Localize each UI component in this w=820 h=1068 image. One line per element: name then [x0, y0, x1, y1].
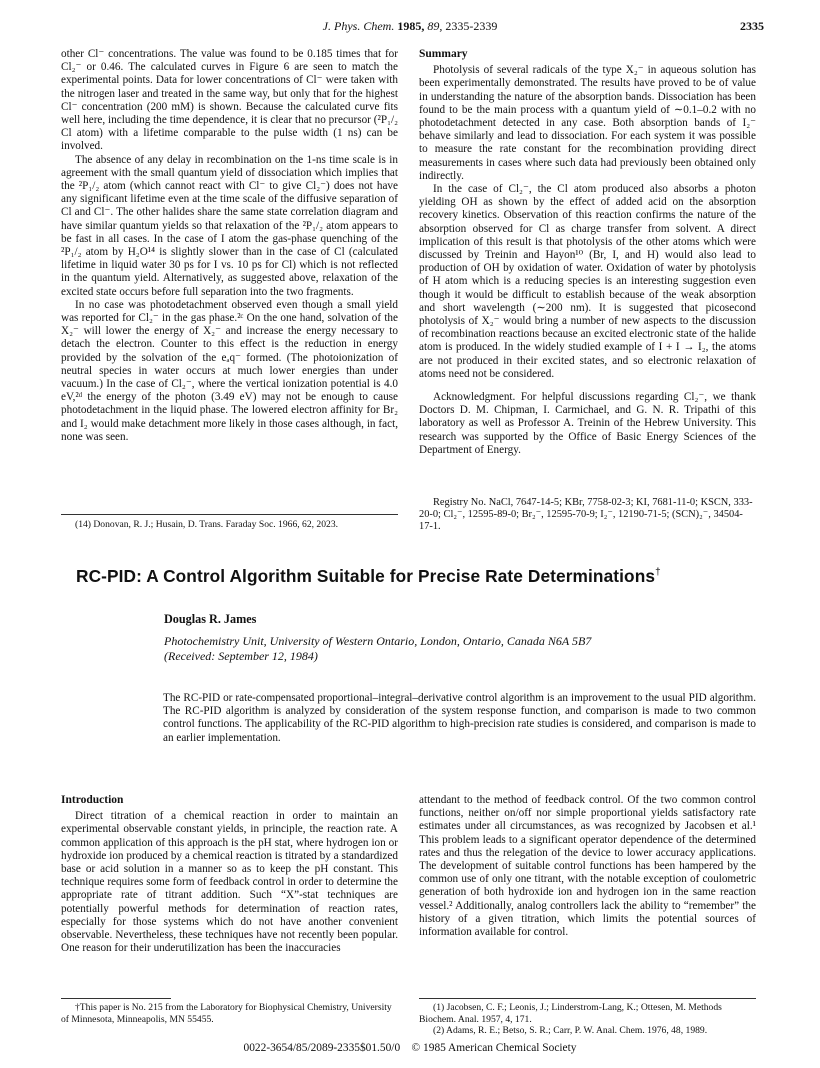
journal-pages: 2335-2339 [445, 19, 498, 33]
article-title-text: RC-PID: A Control Algorithm Suitable for Precise Rate Determinations [76, 566, 656, 586]
journal-year: 1985, [397, 19, 425, 33]
paragraph: attendant to the method of feedback control. Of the two common control functions, neither on/off nor simple proportional yields satisfactory rate estimates under all circumstances, as was recognized by Jacobsen et al.¹ This problem leads to a significant operator dependence of the determined rates and thus the relegation of the device to lower accuracy applications. The development of suitable control functions has been hampered by the common use of only one titrant, with the notable exception of coulometric generation of both hydroxide ion and hydrogen ion in the same reaction vessel.² Additionally, analog controllers lack the ability to “remember” the history of a given titration, which limits the potential sources of information available for control. [419, 794, 756, 939]
paragraph: Photolysis of several radicals of the type X₂⁻ in aqueous solution has been experimentally demonstrated. The results have proved to be of value in understanding the nature of the absorption bands. Dissociation has been found to be the main process with a quantum yield of ∼0.1–0.2 with no photodetachment detected in any case. Both absorption bands of I₂⁻ behave similarly and lead to dissociation. For each system it was possible to measure the rate constant for the recombination providing direct measurements in cases where such data had previously been obtained only indirectly. [419, 64, 756, 182]
intro-left-column [61, 794, 398, 955]
summary-heading: Summary [419, 48, 468, 60]
paragraph: other Cl⁻ concentrations. The value was found to be 0.185 times that for Cl₂⁻ or 0.46. The calculated curves in Figure 6 are seen to match the experimental points. Data for lower concentrations of Cl⁻ were taken with the nitrogen laser and treated in the same way, but only that for the highest Cl⁻ concentration (200 mM) is shown. Because the calculated curve fits well here, including the time dependence, it is clear that no precursor (²P₁/₂ Cl atom) with a lifetime comparable to the pulse width (1 ns) can be involved. [61, 48, 398, 153]
reference-divider [61, 514, 398, 515]
title-footnote: †This paper is No. 215 from the Laboratory for Biophysical Chemistry, University of Minnesota, Minneapolis, MN 55455. [61, 1002, 392, 1025]
right-column-upper [419, 48, 756, 457]
affiliation-text: Photochemistry Unit, University of Western Ontario, London, Ontario, Canada N6A 5B7 [164, 634, 592, 648]
reference-14: (14) Donovan, R. J.; Husain, D. Trans. Faraday Soc. 1966, 62, 2023. [75, 519, 339, 530]
copyright: © 1985 American Chemical Society [411, 1042, 577, 1054]
references-list [419, 1002, 756, 1037]
paragraph: In no case was photodetachment observed even though a small yield was reported for Cl₂⁻ in the gas phase.²ᶜ On the one hand, solvation of the X₂⁻ will lower the energy of X₂⁻ and increase the energy necessary to detach the electron. Counter to this effect is the reduction in energy provided by the solvation of the eₐq⁻ formed. (The photoionization of neutral species in water occurs at much lower energies than under vacuum.) In the case of Cl₂⁻, where the vertical ionization potential is 4.0 eV,²ᵈ the energy of the photon (3.49 eV) may not be enough to cause photodetachment in the liquid phase. The lowered electron affinity for Br₂ and I₂ would make detachment more likely in those cases although, in fact, none was seen. [61, 298, 398, 443]
introduction-heading: Introduction [61, 794, 124, 806]
title-footnote-mark: † [655, 567, 661, 579]
journal-name: J. Phys. Chem. [322, 19, 395, 33]
article-title [76, 566, 776, 587]
paragraph: In the case of Cl₂⁻, the Cl atom produced also absorbs a photon yielding OH as shown by the effect of added acid on the absorption recovery kinetics. Observation of this reaction confirms the nature of the absorption observed for Cl as charge transfer from solvent. A direct implication of this result is that photolysis of the other atoms which were discussed by Treinin and Hayon¹⁰ (Br, I, and H) would also lead to production of OH by oxidation of water. Oxidation of water by photolysis of H atom which is a reducing species is an interesting suggestion even though it would be difficult to establish because of the weak absorption and short wavelength (∼200 nm). It is suggested that picosecond photolysis of X₂⁻ would bring a number of new aspects to the discussion of recombination reactions because an excited electronic state of the halide atom is produced. In the widely studied example of I + I → I₂, the atoms are not produced in their excited states, and so electronic relaxation of atoms need not be considered. [419, 183, 756, 380]
running-head [0, 19, 820, 35]
reference-2: (2) Adams, R. E.; Betso, S. R.; Carr, P. W. Anal. Chem. 1976, 48, 1989. [433, 1025, 708, 1037]
paragraph: The absence of any delay in recombination on the 1-ns time scale is in agreement with the small quantum yield of dissociation which implies that the ²P₁/₂ atom (which cannot react with Cl⁻ to give Cl₂⁻) does not have any significant lifetime even at the time scale of the diffusive separation of Cl and Cl⁻. The other halides share the same state correlation diagram and have similar quantum yields so that relaxation of the ²P₁/₂ atom appears to be fast in all cases. In the case of I atom the gas-phase quenching of the ²P₁/₂ atom by H₂O¹⁴ is slightly slower than in the case of Cl (calculated lifetime in liquid water 30 ps for I vs. 10 ps for Cl) which is not reflected in the quantum yield. Alternatively, as suggested above, relaxation of the excited state occurs before full separation into the two fragments. [61, 153, 398, 298]
abstract: The RC-PID or rate-compensated proportional–integral–derivative control algorithm is an improvement to the usual PID algorithm. The RC-PID algorithm is analyzed by consideration of the system response function, and comparison is made to two common control functions. The applicability of the RC-PID algorithm to high-precision rate studies is considered, and comparison is made to an earlier implementation. [163, 692, 756, 744]
page-footer [0, 1042, 820, 1054]
registry-numbers: Registry No. NaCl, 7647-14-5; KBr, 7758-02-3; KI, 7681-11-0; KSCN, 333-20-0; Cl₂⁻, 12595-89-0; Br₂⁻, 12595-70-9; I₂⁻, 12190-71-5; (SCN)₂⁻, 34504-17-1. [419, 497, 753, 532]
paragraph: Direct titration of a chemical reaction in order to maintain an experimental observable constant yields, in principle, the reaction rate. A common application of this approach is the pH stat, where hydrogen ion or hydroxide ion produced by a chemical reaction is titrated by a standardized base or acid solution in a manner so as to keep the pH constant. This technique requires some form of feedback control in order to determine the appropriate rate of titrant addition. Such “X”-stat techniques are potentially powerful methods for determination of reaction rates, especially for those systems which do not have another convenient observable. Nevertheless, these techniques have not recently been popular. One reason for their underutilization has been the inaccuracies [61, 810, 398, 955]
acknowledgment: Acknowledgment. For helpful discussions regarding Cl₂⁻, we thank Doctors D. M. Chipman, I. Carmichael, and G. N. R. Tripathi of this laboratory as well as Professor A. Treinin of the Hebrew University. This research was supported by the Office of Basic Energy Sciences of the Department of Energy. [419, 391, 756, 456]
references-divider [419, 998, 756, 999]
author-name: Douglas R. James [164, 612, 257, 626]
journal-volume: 89, [427, 19, 443, 33]
journal-citation [0, 19, 820, 34]
affiliation [164, 634, 764, 664]
left-column-upper [61, 48, 398, 444]
intro-right-column [419, 794, 756, 939]
received-date: (Received: September 12, 1984) [164, 649, 318, 663]
reference-1: (1) Jacobsen, C. F.; Leonis, J.; Linderstrom-Lang, K.; Ottesen, M. Methods Biochem. Anal. 1957, 4, 171. [419, 1002, 722, 1025]
article-code: 0022-3654/85/2089-2335$01.50/0 [243, 1042, 401, 1054]
footnote-divider [61, 998, 171, 999]
page-number: 2335 [740, 19, 764, 33]
